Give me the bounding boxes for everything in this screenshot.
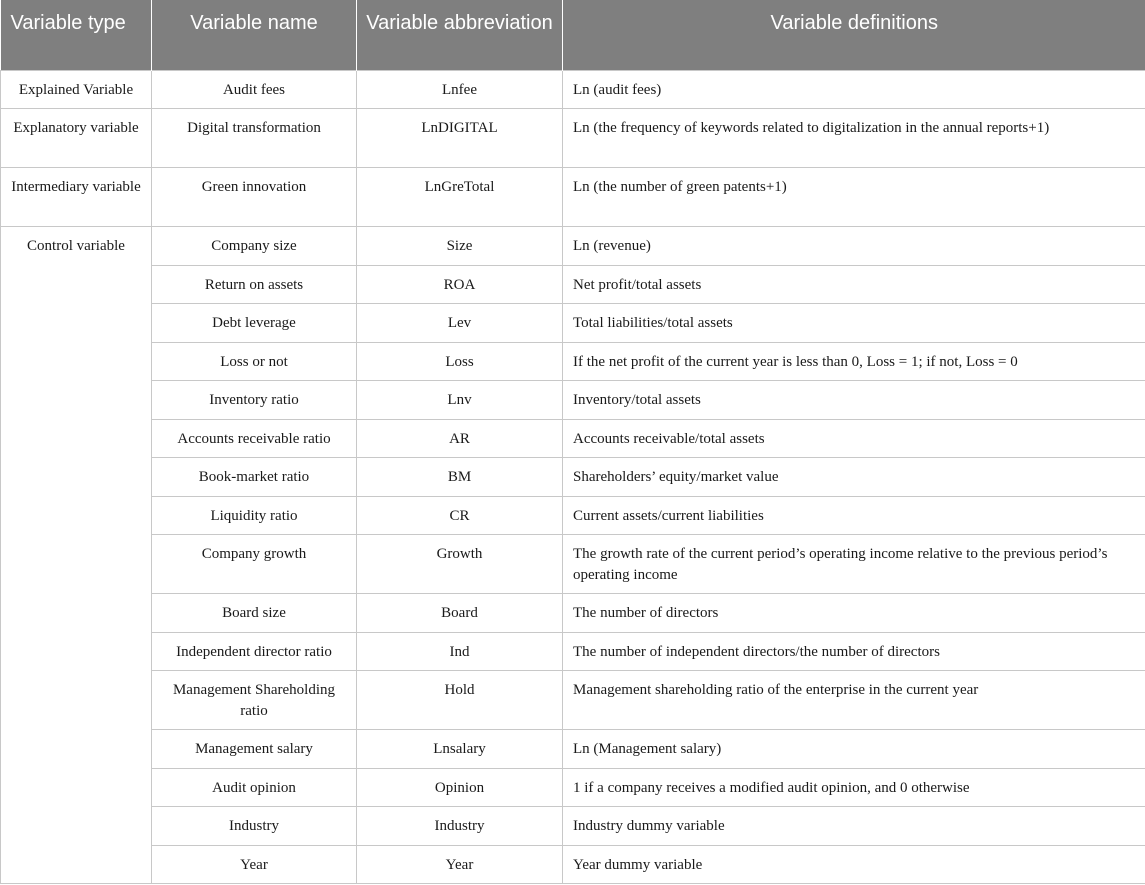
table-row bbox=[1, 342, 1145, 381]
variable-abbreviation-cell: Lnv bbox=[357, 381, 563, 420]
variable-abbreviation-cell: Loss bbox=[357, 342, 563, 381]
variable-abbreviation-cell: Opinion bbox=[357, 768, 563, 807]
variable-name-cell: Green innovation bbox=[152, 168, 357, 227]
variable-definition-cell: Ln (the frequency of keywords related to digitalization in the annual reports+1) bbox=[563, 109, 1145, 168]
variable-name-cell: Industry bbox=[152, 807, 357, 846]
table-row bbox=[1, 70, 1145, 109]
table-row bbox=[1, 168, 1145, 227]
table-row bbox=[1, 265, 1145, 304]
variable-definition-cell: The growth rate of the current period’s operating income relative to the previous period’s operating income bbox=[563, 535, 1145, 594]
variable-abbreviation-cell: Year bbox=[357, 845, 563, 884]
variable-definition-cell: Accounts receivable/total assets bbox=[563, 419, 1145, 458]
variable-name-cell: Debt leverage bbox=[152, 304, 357, 343]
variable-definition-cell: Current assets/current liabilities bbox=[563, 496, 1145, 535]
variable-name-cell: Accounts receivable ratio bbox=[152, 419, 357, 458]
variable-type-cell: Explained Variable bbox=[1, 70, 152, 109]
table-row bbox=[1, 304, 1145, 343]
table-row bbox=[1, 594, 1145, 633]
table-row bbox=[1, 496, 1145, 535]
variable-definition-cell: Industry dummy variable bbox=[563, 807, 1145, 846]
variable-definition-cell: The number of independent directors/the number of directors bbox=[563, 632, 1145, 671]
variable-name-cell: Loss or not bbox=[152, 342, 357, 381]
table-row bbox=[1, 109, 1145, 168]
header-row bbox=[1, 0, 1145, 70]
table-row bbox=[1, 458, 1145, 497]
variable-abbreviation-cell: Ind bbox=[357, 632, 563, 671]
variable-name-cell: Audit fees bbox=[152, 70, 357, 109]
variable-name-cell: Return on assets bbox=[152, 265, 357, 304]
variable-abbreviation-cell: Board bbox=[357, 594, 563, 633]
table-row bbox=[1, 730, 1145, 769]
header-variable-definitions: Variable definitions bbox=[563, 0, 1145, 70]
variable-abbreviation-cell: BM bbox=[357, 458, 563, 497]
variable-name-cell: Company size bbox=[152, 227, 357, 266]
variable-definition-cell: Ln (revenue) bbox=[563, 227, 1145, 266]
variable-abbreviation-cell: AR bbox=[357, 419, 563, 458]
variable-definition-cell: Inventory/total assets bbox=[563, 381, 1145, 420]
variable-definition-cell: If the net profit of the current year is less than 0, Loss = 1; if not, Loss = 0 bbox=[563, 342, 1145, 381]
variable-abbreviation-cell: Size bbox=[357, 227, 563, 266]
variable-type-cell: Intermediary variable bbox=[1, 168, 152, 227]
variable-name-cell: Inventory ratio bbox=[152, 381, 357, 420]
variable-definition-cell: Ln (Management salary) bbox=[563, 730, 1145, 769]
variable-name-cell: Board size bbox=[152, 594, 357, 633]
table-row bbox=[1, 807, 1145, 846]
variable-abbreviation-cell: LnDIGITAL bbox=[357, 109, 563, 168]
variable-definition-cell: Ln (the number of green patents+1) bbox=[563, 168, 1145, 227]
variable-definition-cell: Year dummy variable bbox=[563, 845, 1145, 884]
variable-definition-cell: The number of directors bbox=[563, 594, 1145, 633]
variable-definition-cell: Net profit/total assets bbox=[563, 265, 1145, 304]
variable-abbreviation-cell: CR bbox=[357, 496, 563, 535]
variable-name-cell: Company growth bbox=[152, 535, 357, 594]
variable-type-cell: Explanatory variable bbox=[1, 109, 152, 168]
variable-definition-cell: Shareholders’ equity/market value bbox=[563, 458, 1145, 497]
variable-type-cell: Control variable bbox=[1, 227, 152, 884]
variable-abbreviation-cell: ROA bbox=[357, 265, 563, 304]
variable-name-cell: Liquidity ratio bbox=[152, 496, 357, 535]
variable-abbreviation-cell: LnGreTotal bbox=[357, 168, 563, 227]
table-row bbox=[1, 535, 1145, 594]
variable-name-cell: Independent director ratio bbox=[152, 632, 357, 671]
table-row bbox=[1, 419, 1145, 458]
variable-name-cell: Book-market ratio bbox=[152, 458, 357, 497]
table-row bbox=[1, 381, 1145, 420]
variable-definition-cell: 1 if a company receives a modified audit opinion, and 0 otherwise bbox=[563, 768, 1145, 807]
variable-name-cell: Digital transformation bbox=[152, 109, 357, 168]
table-row bbox=[1, 227, 1145, 266]
table-header bbox=[1, 0, 1145, 70]
table-row bbox=[1, 845, 1145, 884]
variable-abbreviation-cell: Growth bbox=[357, 535, 563, 594]
variable-abbreviation-cell: Lnsalary bbox=[357, 730, 563, 769]
variable-definition-cell: Total liabilities/total assets bbox=[563, 304, 1145, 343]
table-row bbox=[1, 768, 1145, 807]
variable-name-cell: Management Shareholding ratio bbox=[152, 671, 357, 730]
variable-abbreviation-cell: Industry bbox=[357, 807, 563, 846]
header-variable-name: Variable name bbox=[152, 0, 357, 70]
variable-name-cell: Audit opinion bbox=[152, 768, 357, 807]
header-variable-abbreviation: Variable abbreviation bbox=[357, 0, 563, 70]
variable-name-cell: Year bbox=[152, 845, 357, 884]
header-variable-type: Variable type bbox=[1, 0, 152, 70]
variable-abbreviation-cell: Lnfee bbox=[357, 70, 563, 109]
variable-name-cell: Management salary bbox=[152, 730, 357, 769]
table-row bbox=[1, 632, 1145, 671]
variable-definition-cell: Management shareholding ratio of the enterprise in the current year bbox=[563, 671, 1145, 730]
table-body bbox=[1, 70, 1145, 884]
table-row bbox=[1, 671, 1145, 730]
variable-abbreviation-cell: Hold bbox=[357, 671, 563, 730]
variable-definition-cell: Ln (audit fees) bbox=[563, 70, 1145, 109]
variable-abbreviation-cell: Lev bbox=[357, 304, 563, 343]
